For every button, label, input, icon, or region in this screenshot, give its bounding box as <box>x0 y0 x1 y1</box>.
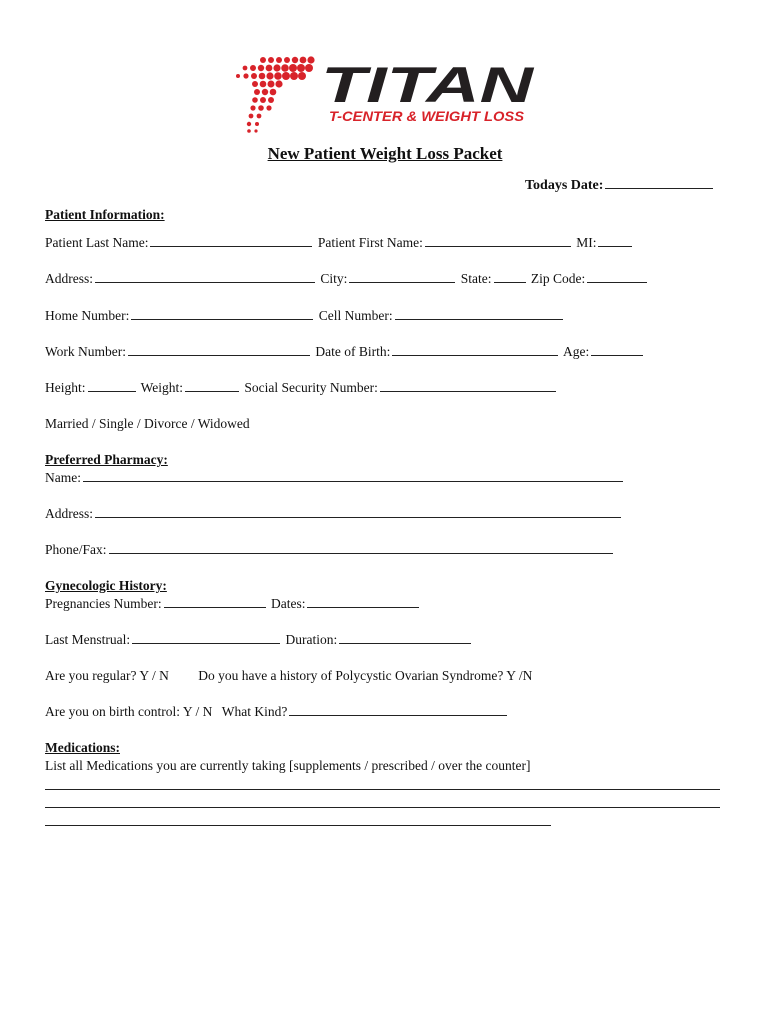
todays-date-row <box>525 177 715 194</box>
titan-logo <box>233 54 538 136</box>
pcos-question[interactable]: Do you have a history of Polycystic Ovarian Syndrome? Y /N <box>198 668 533 683</box>
name-row <box>45 235 634 251</box>
mi-label: MI: <box>576 235 597 250</box>
address-row <box>45 271 649 287</box>
duration-label: Duration: <box>285 632 338 647</box>
pregnancies-field[interactable] <box>164 596 266 608</box>
medications-instruction: List all Medications you are currently taking [supplements / prescribed / over the counter] <box>45 758 531 773</box>
city-field[interactable] <box>349 271 455 283</box>
duration-field[interactable] <box>339 632 471 644</box>
pharmacy-heading: Preferred Pharmacy: <box>45 452 168 467</box>
birth-control-question[interactable]: Are you on birth control: Y / N <box>45 704 213 719</box>
mi-field[interactable] <box>598 235 632 247</box>
pharmacy-name-label: Name: <box>45 470 81 485</box>
medications-line-3[interactable] <box>45 825 551 826</box>
ssn-label: Social Security Number: <box>244 380 378 395</box>
home-number-field[interactable] <box>131 308 313 320</box>
state-label: State: <box>460 271 492 286</box>
regular-row <box>45 668 532 684</box>
birth-control-row <box>45 704 509 720</box>
regular-question[interactable]: Are you regular? Y / N <box>45 668 169 683</box>
state-field[interactable] <box>494 271 526 283</box>
menstrual-row <box>45 632 473 648</box>
dob-field[interactable] <box>392 344 558 356</box>
medications-heading: Medications: <box>45 740 120 755</box>
home-number-label: Home Number: <box>45 308 130 323</box>
zip-label: Zip Code: <box>530 271 586 286</box>
pharmacy-name-field[interactable] <box>83 470 623 482</box>
logo-tagline: T-CENTER & WEIGHT LOSS <box>329 108 525 124</box>
cell-number-field[interactable] <box>395 308 563 320</box>
todays-date-field[interactable] <box>605 177 713 189</box>
last-name-label: Patient Last Name: <box>45 235 149 250</box>
pharmacy-phone-row <box>45 542 615 558</box>
work-number-field[interactable] <box>128 344 310 356</box>
height-field[interactable] <box>88 380 136 392</box>
medications-line-1[interactable] <box>45 789 720 790</box>
what-kind-label: What Kind? <box>221 704 288 719</box>
gyn-heading: Gynecologic History: <box>45 578 167 593</box>
body-row <box>45 380 558 396</box>
weight-field[interactable] <box>185 380 239 392</box>
todays-date-label: Todays Date: <box>525 178 604 193</box>
dot-pattern-icon <box>236 56 315 132</box>
zip-field[interactable] <box>587 271 647 283</box>
address-label: Address: <box>45 271 93 286</box>
first-name-label: Patient First Name: <box>317 235 423 250</box>
weight-label: Weight: <box>140 380 184 395</box>
city-label: City: <box>320 271 348 286</box>
medications-line-2[interactable] <box>45 807 720 808</box>
height-label: Height: <box>45 380 86 395</box>
what-kind-field[interactable] <box>289 704 507 716</box>
phone-row <box>45 308 565 324</box>
work-number-label: Work Number: <box>45 344 127 359</box>
pregnancies-row <box>45 596 421 612</box>
work-row <box>45 344 645 360</box>
last-menstrual-label: Last Menstrual: <box>45 632 131 647</box>
pharmacy-phone-field[interactable] <box>109 542 613 554</box>
pharmacy-address-label: Address: <box>45 506 93 521</box>
ssn-field[interactable] <box>380 380 556 392</box>
cell-number-label: Cell Number: <box>318 308 393 323</box>
age-field[interactable] <box>591 344 643 356</box>
pregnancies-label: Pregnancies Number: <box>45 596 162 611</box>
pharmacy-name-row <box>45 470 625 486</box>
marital-status[interactable]: Married / Single / Divorce / Widowed <box>45 416 250 431</box>
patient-info-heading: Patient Information: <box>45 207 165 222</box>
last-menstrual-field[interactable] <box>132 632 280 644</box>
page-title: New Patient Weight Loss Packet <box>267 144 503 163</box>
pharmacy-address-row <box>45 506 623 522</box>
logo-word: TITAN <box>321 57 535 113</box>
dob-label: Date of Birth: <box>315 344 391 359</box>
pharmacy-phone-label: Phone/Fax: <box>45 542 107 557</box>
last-name-field[interactable] <box>150 235 312 247</box>
age-label: Age: <box>563 344 590 359</box>
address-field[interactable] <box>95 271 315 283</box>
pharmacy-address-field[interactable] <box>95 506 621 518</box>
first-name-field[interactable] <box>425 235 571 247</box>
dates-label: Dates: <box>270 596 306 611</box>
dates-field[interactable] <box>307 596 419 608</box>
